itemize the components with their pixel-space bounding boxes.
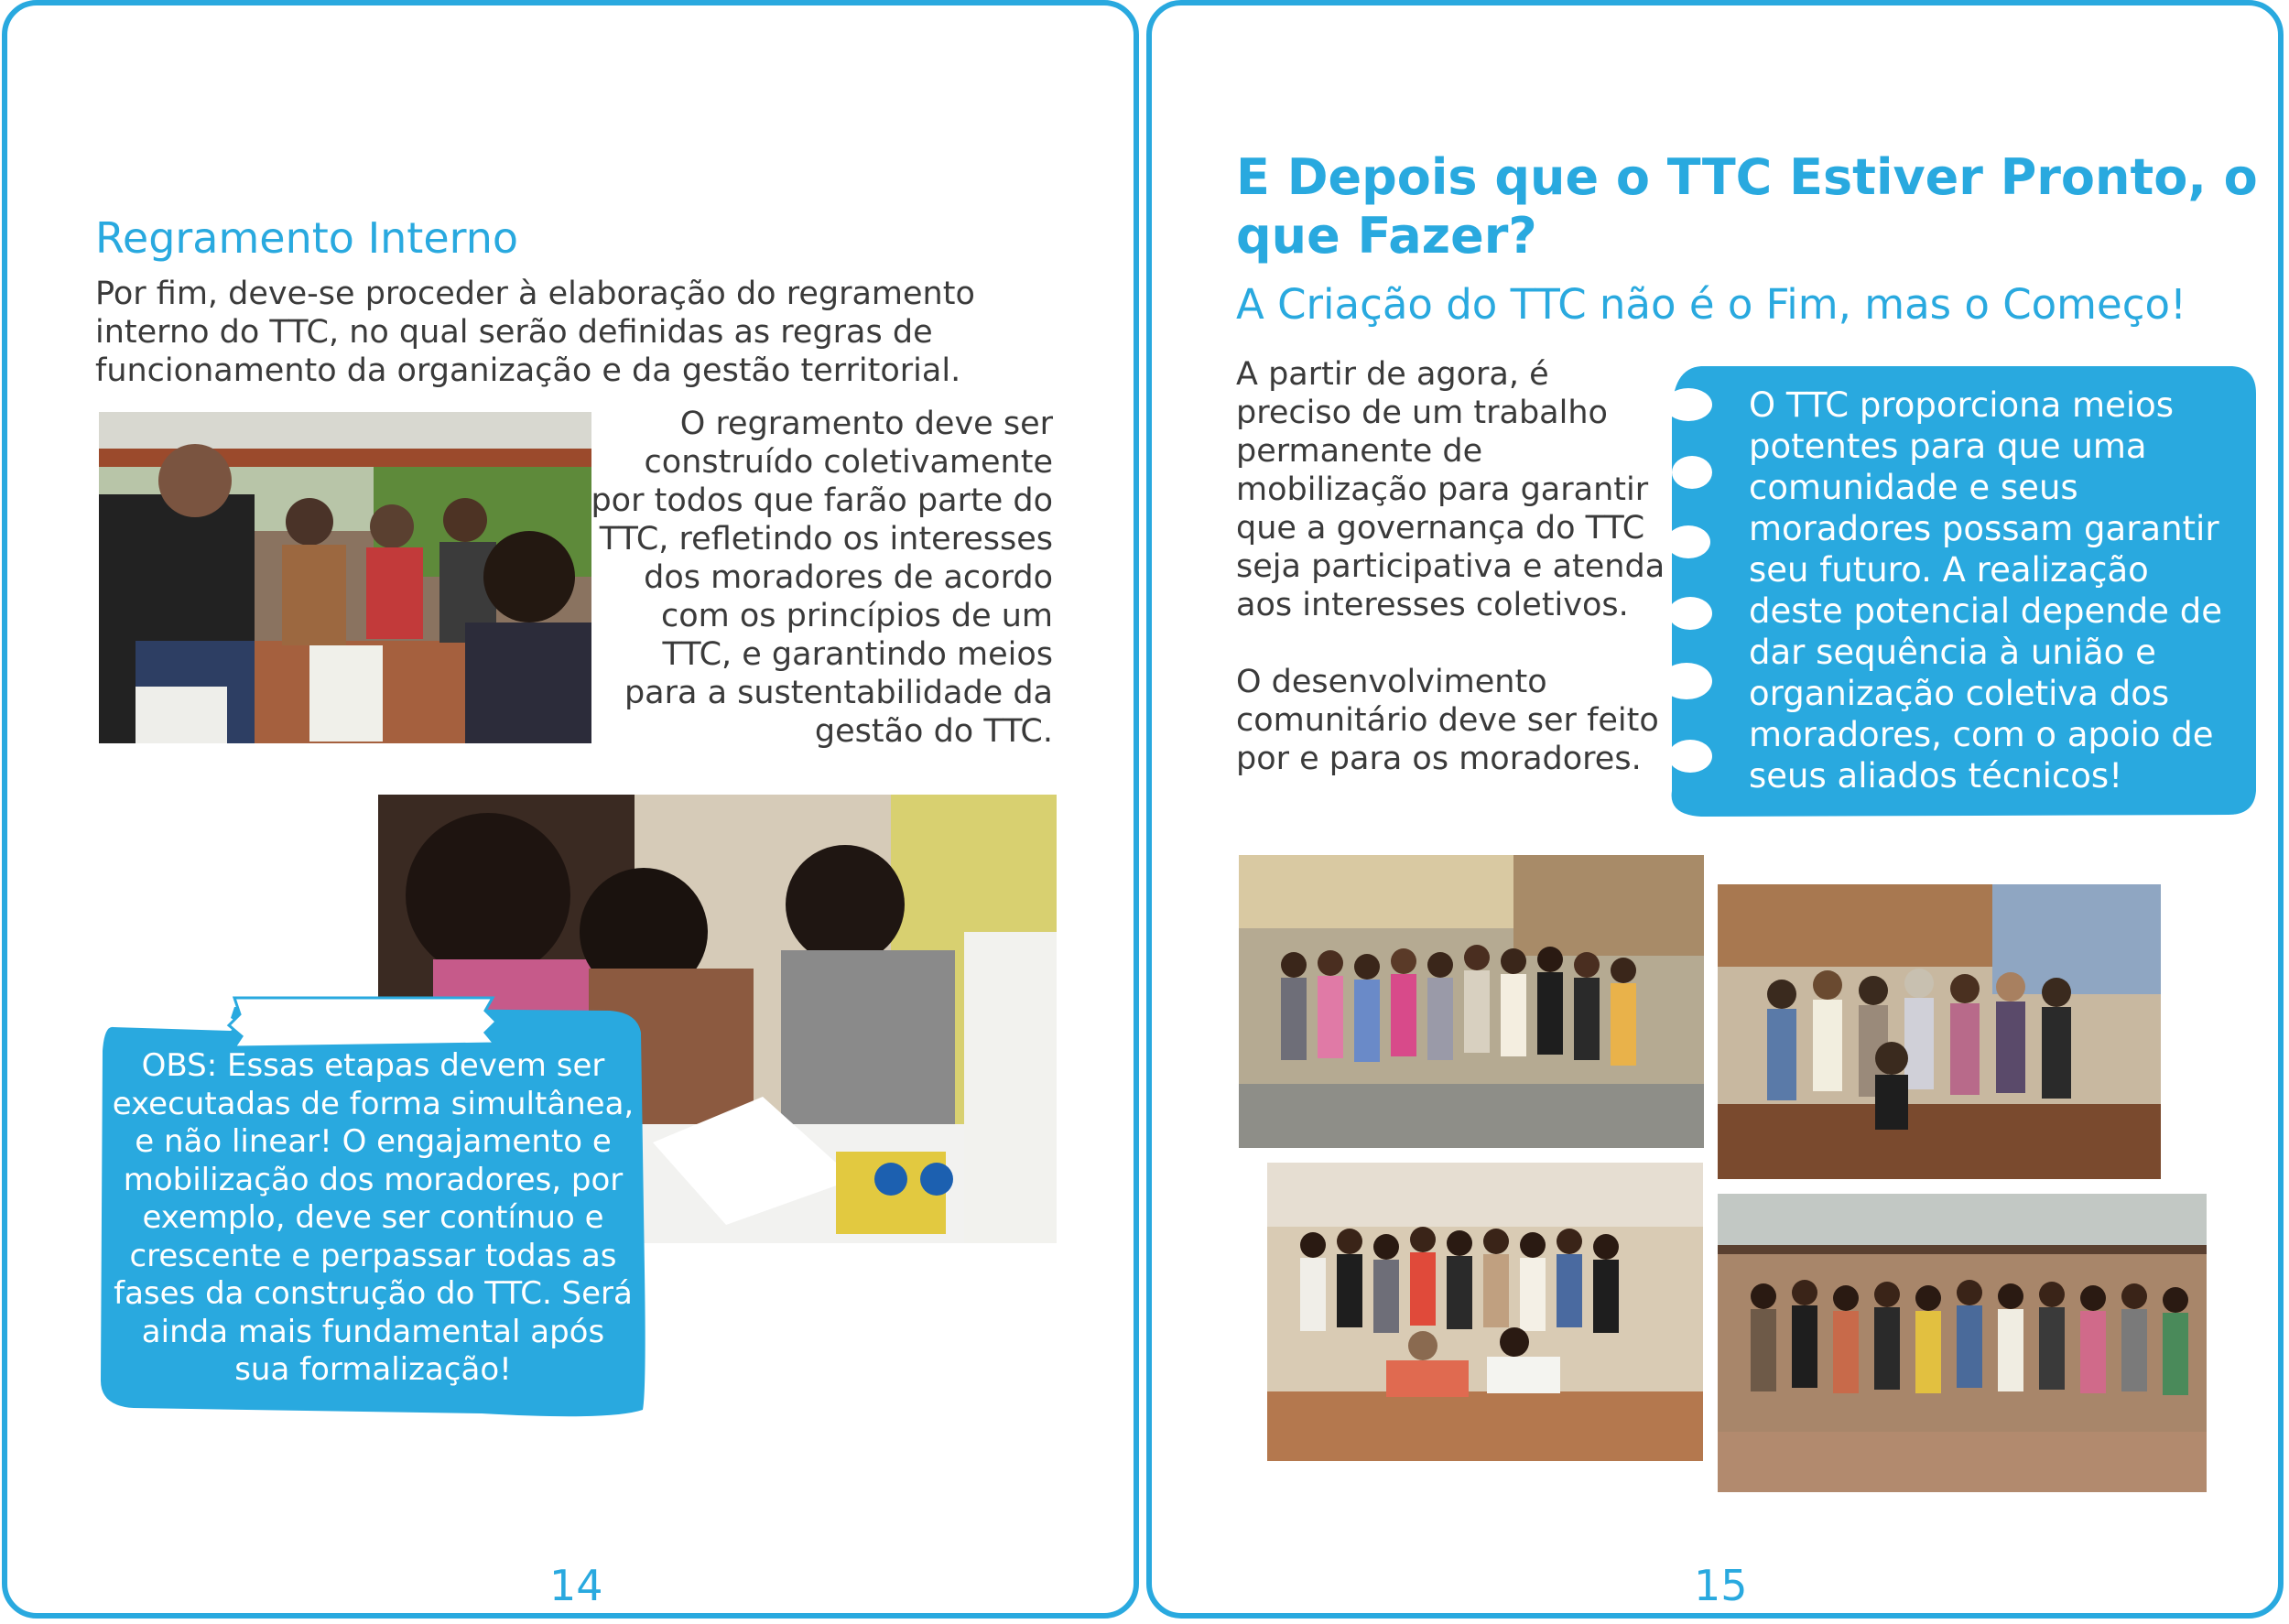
page-subtitle: A Criação do TTC não é o Fim, mas o Começo! [1236,280,2187,329]
body-paragraph-2: O desenvolvimento comunitário deve ser feito por e para os moradores. [1236,664,1659,777]
community-group-photo-3 [1267,1163,1703,1461]
intro-paragraph: Por fim, deve-se proceder à elaboração do regramento interno do TTC, no qual serão definidas as regras de funcionamento da organização e da gestão territorial. [95,276,975,389]
page-number: 15 [1694,1561,1748,1610]
body-paragraph-1: A partir de agora, é preciso de um trabalho permanente de mobilização para garantir que a governança do TTC seja participativa e atenda aos interesses coletivos. [1236,356,1665,623]
section-heading: Regramento Interno [95,213,519,263]
community-group-photo-2 [1718,884,2161,1179]
community-group-photo-4 [1718,1194,2207,1492]
right-page [1146,0,2284,1619]
community-group-photo-1 [1239,855,1704,1148]
left-page [2,0,1139,1619]
page-title: E Depois que o TTC Estiver Pronto, o que Fazer? [1236,148,2258,265]
page-number: 14 [549,1561,603,1610]
meeting-photo [99,412,591,743]
observation-text: OBS: Essas etapas devem ser executadas de forma simultânea, e não linear! O engajamento e mobilização dos moradores, por exemplo, deve ser contínuo e crescente e perpassar todas as fases da construção do TTC. Será ainda mais fundamental após sua formalização! [112,1047,635,1388]
regramento-paragraph: O regramento deve ser construído coletivamente por todos que farão parte do TTC, refletindo os interesses dos moradores de acordo com os princípios de um TTC, e garantindo meios para a sustentabilidade da gestão do TTC. [591,406,1053,750]
callout-text: O TTC proporciona meios potentes para que uma comunidade e seus moradores possam garantir seu futuro. A realização deste potencial depende de dar sequência à união e organização coletiva dos moradores, com o apoio de seus aliados técnicos! [1749,385,2222,796]
body-column [1236,355,1666,778]
